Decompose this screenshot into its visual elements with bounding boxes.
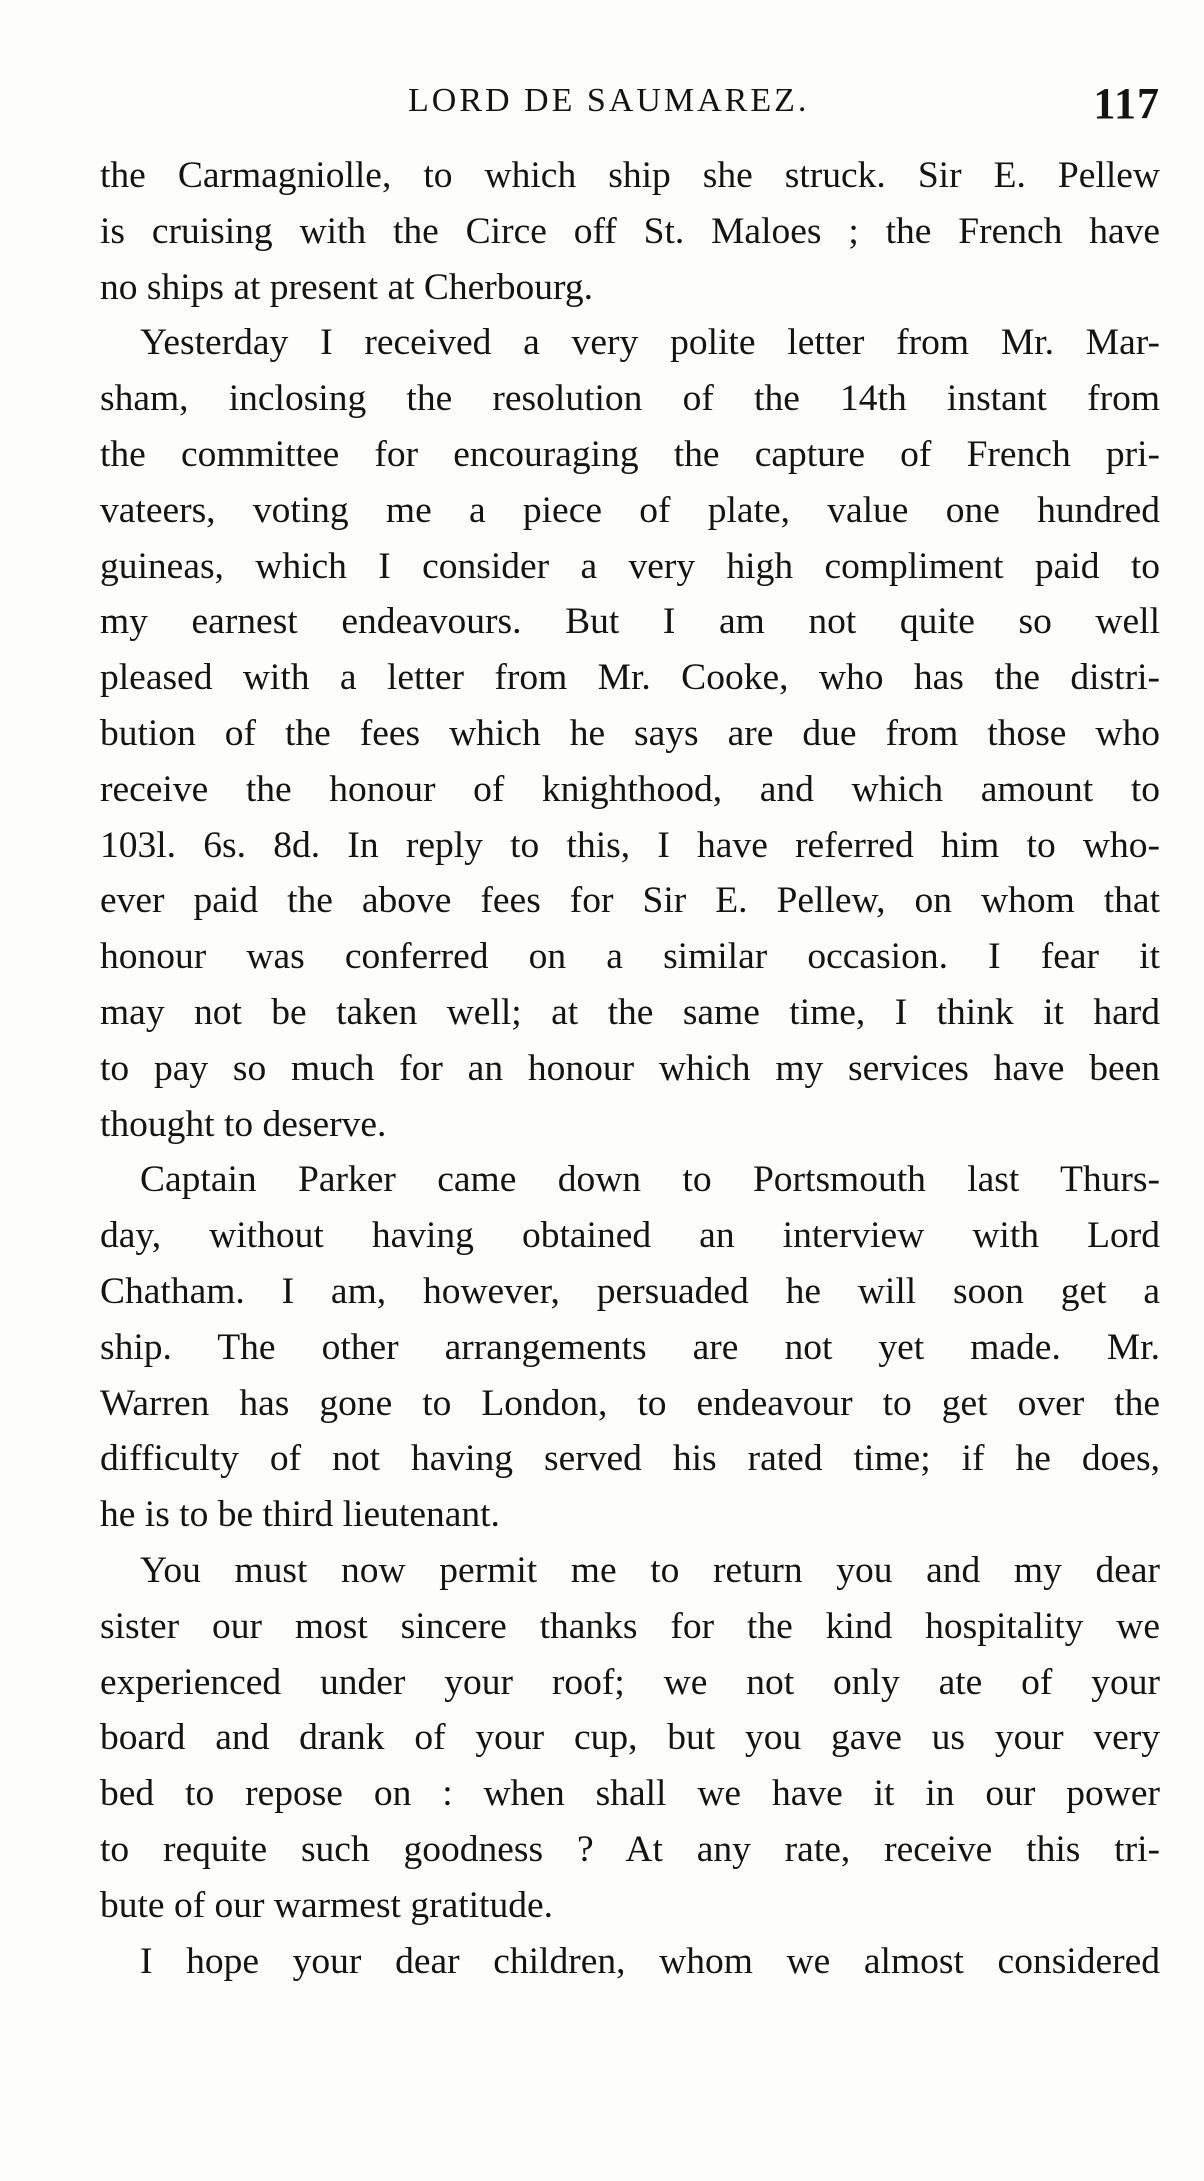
text-line: day, without having obtained an interview with Lord: [100, 1215, 1160, 1257]
text-line: receive the honour of knighthood, and which amount to: [100, 768, 1160, 810]
text-line: bute of our warmest gratitude.: [100, 1884, 553, 1926]
text-line: Yesterday I received a very polite letter from Mr. Mar-: [140, 322, 1160, 364]
text-line: vateers, voting me a piece of plate, value one hundred: [100, 489, 1160, 531]
text-line: difficulty of not having served his rated time; if he does,: [100, 1438, 1160, 1480]
paragraph-1: [100, 148, 1160, 315]
text-line: pleased with a letter from Mr. Cooke, who has the distri-: [100, 657, 1160, 699]
text-line: may not be taken well; at the same time, I think it hard: [100, 991, 1160, 1033]
text-line: he is to be third lieutenant.: [100, 1494, 500, 1536]
paragraph-5: [100, 1934, 1160, 1990]
text-line: sister our most sincere thanks for the kind hospitality we: [100, 1605, 1160, 1647]
text-line: Chatham. I am, however, persuaded he will soon get a: [100, 1270, 1160, 1312]
text-line: Warren has gone to London, to endeavour to get over the: [100, 1382, 1160, 1424]
text-line: the Carmagniolle, to which ship she struck. Sir E. Pellew: [100, 155, 1160, 196]
text-line: board and drank of your cup, but you gave us your very: [100, 1717, 1160, 1759]
paragraph-2: [100, 315, 1160, 1152]
text-line: experienced under your roof; we not only ate of your: [100, 1661, 1160, 1703]
running-title: LORD DE SAUMAREZ.: [408, 82, 810, 119]
text-line: ship. The other arrangements are not yet made. Mr.: [100, 1326, 1160, 1368]
text-line: You must now permit me to return you and my dear: [140, 1549, 1160, 1591]
running-head: [100, 78, 1160, 138]
paragraph-4: [100, 1543, 1160, 1934]
text-line: the committee for encouraging the capture of French pri-: [100, 433, 1160, 475]
text-line: guineas, which I consider a very high compliment paid to: [100, 545, 1160, 587]
text-line: bution of the fees which he says are due from those who: [100, 712, 1160, 754]
text-line: I hope your dear children, whom we almost considered: [140, 1940, 1160, 1982]
text-line: Captain Parker came down to Portsmouth last Thurs-: [140, 1159, 1160, 1201]
text-line: no ships at present at Cherbourg.: [100, 266, 593, 308]
body-text: [100, 148, 1160, 1989]
text-line: 103l. 6s. 8d. In reply to this, I have referred him to who-: [100, 824, 1160, 866]
text-line: honour was conferred on a similar occasion. I fear it: [100, 936, 1160, 978]
page-number: 117: [1093, 79, 1160, 128]
text-line: sham, inclosing the resolution of the 14th instant from: [100, 378, 1160, 420]
text-line: thought to deserve.: [100, 1103, 387, 1145]
text-line: to requite such goodness ? At any rate, receive this tri-: [100, 1828, 1160, 1870]
text-line: my earnest endeavours. But I am not quite so well: [100, 601, 1160, 643]
text-line: to pay so much for an honour which my services have been: [100, 1047, 1160, 1089]
text-line: ever paid the above fees for Sir E. Pellew, on whom that: [100, 880, 1160, 922]
paragraph-3: [100, 1152, 1160, 1543]
text-line: bed to repose on : when shall we have it in our power: [100, 1773, 1160, 1815]
text-line: is cruising with the Circe off St. Maloes ; the French have: [100, 210, 1160, 252]
